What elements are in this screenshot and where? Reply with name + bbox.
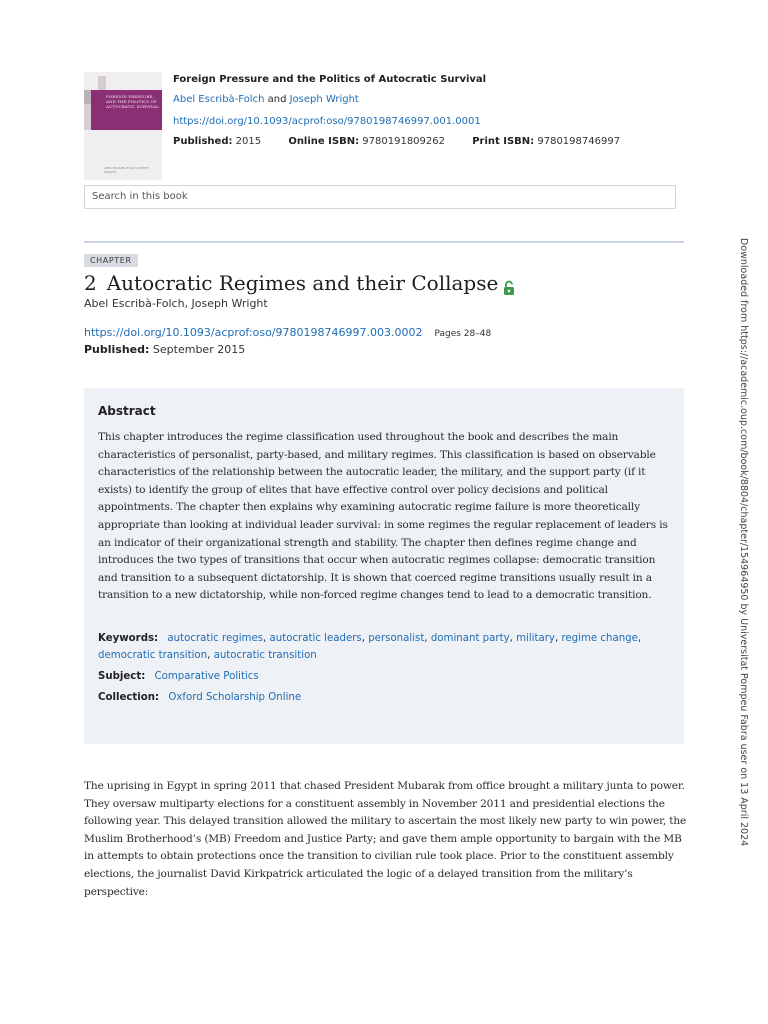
print-isbn: 9780198746997: [537, 136, 621, 147]
book-published: 2015: [235, 136, 262, 147]
chapter-authors: Abel Escribà-Folch, Joseph Wright: [84, 297, 268, 310]
abstract-text: This chapter introduces the regime classification used throughout the book and describes the main characteristics of personalist, party-based, and military regimes. This classification is based on observable characteristics of the relationship between the autocratic leader, the military, and the support party (if it exists) to identify the group of elites that have effective control over policy decisions and political appointments. The chapter then explains why examining autocratic regime failure is more theoretically appropriate than looking at individual leader survival: in some regimes the regular replacement of leaders is an indicator of their organizational strength and stability. The chapter then defines regime change and introduces the two types of transitions that occur when autocratic regimes collapse: democratic transition and transition to a subsequent dictatorship. It is shown that coerced regime transitions usually result in a transition to a new dictatorship, while non-forced regime changes tend to lead to a democratic transition.: [98, 431, 668, 602]
abstract-heading: Abstract: [98, 404, 156, 418]
download-watermark: [737, 238, 749, 847]
online-isbn: 9780191809262: [362, 136, 445, 147]
collection-label: Collection:: [98, 691, 160, 703]
keywords-label: Keywords:: [98, 632, 159, 644]
book-author-link[interactable]: Abel Escribà-Folch: [173, 94, 265, 105]
published-label: Published:: [173, 136, 233, 147]
subject-label: Subject:: [98, 670, 146, 682]
book-info: [173, 73, 673, 148]
online-isbn-label: Online ISBN:: [288, 136, 360, 147]
subject-link[interactable]: Comparative Politics: [154, 670, 259, 682]
chapter-doi-row: [84, 326, 491, 341]
chapter-number: 2: [84, 271, 97, 295]
collection-link[interactable]: Oxford Scholarship Online: [168, 691, 302, 703]
keyword-link[interactable]: personalist: [368, 632, 425, 644]
open-access-lock-icon: [503, 276, 515, 292]
search-placeholder: Search in this book: [92, 191, 188, 202]
subject-row: [98, 668, 670, 685]
divider: [84, 241, 684, 243]
chapter-title: [84, 270, 515, 296]
cover-authors: ABEL ESCRIBÀ-FOLCH JOSEPH WRIGHT: [104, 166, 149, 174]
cover-title: FOREIGN PRESSURE, AND THE POLITICS OF AUTOCRATIC SURVIVAL: [106, 94, 160, 109]
keyword-link[interactable]: democratic transition: [98, 649, 208, 661]
book-title[interactable]: Foreign Pressure and the Politics of Autocratic Survival: [173, 74, 487, 85]
keyword-link[interactable]: military: [516, 632, 555, 644]
keyword-link[interactable]: autocratic regimes: [167, 632, 264, 644]
keywords: Keywords: autocratic regimes, autocratic leaders, personalist, dominant party, military, regime change, democratic transition, autocratic transition: [98, 632, 642, 661]
body-paragraph: The uprising in Egypt in spring 2011 that chased President Mubarak from office brought a military junta to power. They oversaw multiparty elections for a constituent assembly in November 2011 and presidential elections the following year. This delayed transition allowed the military to ascertain the most likely new party to win power, the Muslim Brotherhood’s (MB) Freedom and Justice Party; and gave them ample opportunity to bargain with the MB in attempts to obtain protections once the transition to civilian rule took place. Prior to the constituent assembly elections, the journalist David Kirkpatrick articulated the logic of a delayed transition from the military’s perspective:: [84, 780, 687, 898]
chapter-published-label: Published:: [84, 343, 150, 356]
chapter-tag: CHAPTER: [84, 254, 138, 267]
book-meta: [173, 135, 673, 148]
chapter-published: [84, 343, 245, 357]
collection-row: [98, 689, 670, 706]
keyword-link[interactable]: regime change: [561, 632, 638, 644]
print-isbn-label: Print ISBN:: [472, 136, 535, 147]
chapter-pages: Pages 28–48: [434, 329, 492, 339]
book-doi-link[interactable]: https://doi.org/10.1093/acprof:oso/9780198746997.001.0001: [173, 116, 481, 127]
chapter-published-date: September 2015: [152, 343, 246, 356]
chapter-doi-link[interactable]: https://doi.org/10.1093/acprof:oso/9780198746997.003.0002: [84, 326, 423, 339]
book-cover[interactable]: [84, 72, 162, 180]
chapter-title-text: Autocratic Regimes and their Collapse: [106, 271, 499, 295]
search-input[interactable]: [84, 185, 676, 209]
abstract-panel: [84, 388, 684, 744]
download-watermark-text: Downloaded from https://academic.oup.com/book/8804/chapter/154964950 by Universitat Pompeu Fabra user on 13 April 2024: [738, 238, 749, 847]
book-authors: [173, 93, 673, 106]
keyword-link[interactable]: dominant party: [430, 632, 510, 644]
author-conjunction: and: [264, 94, 290, 105]
book-author-link[interactable]: Joseph Wright: [289, 94, 359, 105]
keyword-link[interactable]: autocratic leaders: [269, 632, 362, 644]
keyword-link[interactable]: autocratic transition: [213, 649, 317, 661]
